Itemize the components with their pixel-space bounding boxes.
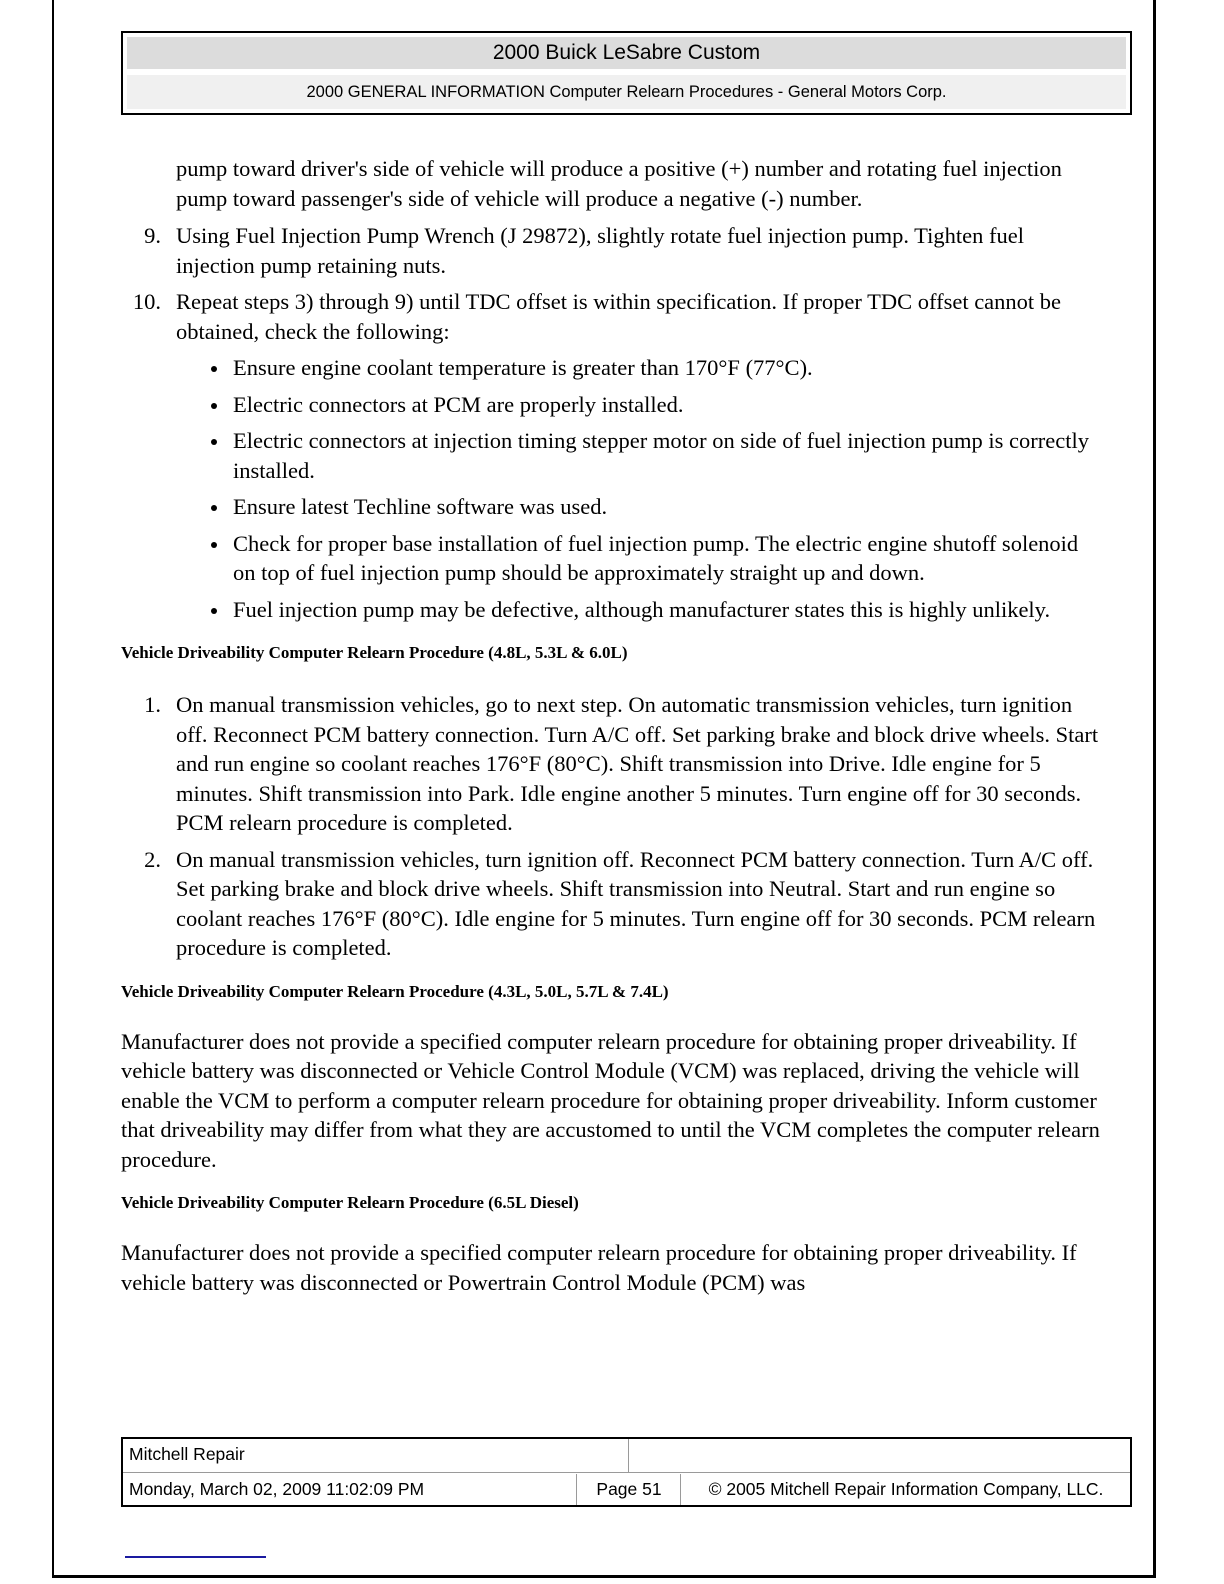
section-heading: Vehicle Driveability Computer Relearn Procedure (6.5L Diesel) [121,1193,579,1212]
step-number: 2. [144,846,161,872]
step-number: 1. [144,692,161,717]
bullet-item: Ensure latest Techline software was used. [176,492,1101,522]
footer-timestamp: Monday, March 02, 2009 11:02:09 PM [129,1479,425,1499]
document-footer [121,1437,1132,1507]
section-heading: Vehicle Driveability Computer Relearn Procedure (4.3L, 5.0L, 5.7L & 7.4L) [121,981,669,1001]
document-body [121,154,1101,1297]
footer-source: Mitchell Repair [129,1444,245,1464]
footer-divider [123,1472,1130,1473]
page-number: Page 51 [596,1479,662,1499]
step-text: Repeat steps 3) through 9) until TDC offset is within specification. If proper TDC offset cannot be obtained, check the following: [176,289,1062,344]
continued-paragraph: pump toward driver's side of vehicle will produce a positive (+) number and rotating fuel injection pump toward passenger's side of vehicle will produce a negative (-) number. [176,156,1062,211]
document-header [121,31,1132,115]
bullet-item: Fuel injection pump may be defective, although manufacturer states this is highly unlikely. [176,595,1101,625]
steps-list-continued [121,221,1101,624]
bullet-item: Check for proper base installation of fuel injection pump. The electric engine shutoff solenoid on top of fuel injection pump should be approximately straight up and down. [176,529,1101,588]
list-item [121,690,1101,838]
vehicle-title: 2000 Buick LeSabre Custom [127,37,1126,69]
section-paragraph: Manufacturer does not provide a specified computer relearn procedure for obtaining proper driveability. If vehicle battery was disconnected or Vehicle Control Module (VCM) was replaced, driving the vehicle will enable the VCM to perform a computer relearn procedure for obtaining proper driveability. Inform customer that driveability may differ from what they are accustomed to until the VCM completes the computer relearn procedure. [121,1028,1100,1172]
list-item [121,845,1101,963]
document-subtitle: 2000 GENERAL INFORMATION Computer Relearn Procedures - General Motors Corp. [127,75,1126,109]
relearn-steps-list [121,690,1101,963]
step-number: 9. [144,223,161,248]
footer-divider [628,1439,629,1472]
check-list [176,353,1101,624]
bottom-link-underline[interactable] [125,1556,266,1558]
step-text: On manual transmission vehicles, go to next step. On automatic transmission vehicles, turn ignition off. Reconnect PCM battery connection. Turn A/C off. Set parking brake and block drive wheels. Start and run engine so coolant reaches 176°F (80°C). Shift transmission into Drive. Idle engine for 5 minutes. Shift transmission into Park. Idle engine another 5 minutes. Turn engine off for 30 seconds. PCM relearn procedure is completed. [176,692,1099,835]
footer-divider [680,1474,681,1505]
step-text: Using Fuel Injection Pump Wrench (J 29872), slightly rotate fuel injection pump. Tighten fuel injection pump retaining nuts. [176,223,1024,278]
footer-row [123,1474,1130,1507]
section-paragraph: Manufacturer does not provide a specified computer relearn procedure for obtaining proper driveability. If vehicle battery was disconnected or Powertrain Control Module (PCM) was [121,1240,1077,1295]
list-item [121,287,1101,624]
bullet-item: Electric connectors at injection timing stepper motor on side of fuel injection pump is correctly installed. [176,426,1101,485]
footer-row [123,1439,1130,1472]
step-text: On manual transmission vehicles, turn ignition off. Reconnect PCM battery connection. Turn A/C off. Set parking brake and block drive wheels. Shift transmission into Neutral. Start and run engine so coolant reaches 176°F (80°C). Idle engine for 5 minutes. Turn engine off for 30 seconds. PCM relearn procedure is completed. [176,846,1096,960]
footer-copyright: © 2005 Mitchell Repair Information Company, LLC. [708,1479,1104,1499]
section-heading: Vehicle Driveability Computer Relearn Procedure (4.8L, 5.3L & 6.0L) [121,643,628,662]
bullet-item: Electric connectors at PCM are properly installed. [176,390,1101,420]
bullet-item: Ensure engine coolant temperature is greater than 170°F (77°C). [176,353,1101,383]
list-item [121,221,1101,280]
step-number: 10. [132,289,161,314]
footer-divider [576,1474,577,1505]
